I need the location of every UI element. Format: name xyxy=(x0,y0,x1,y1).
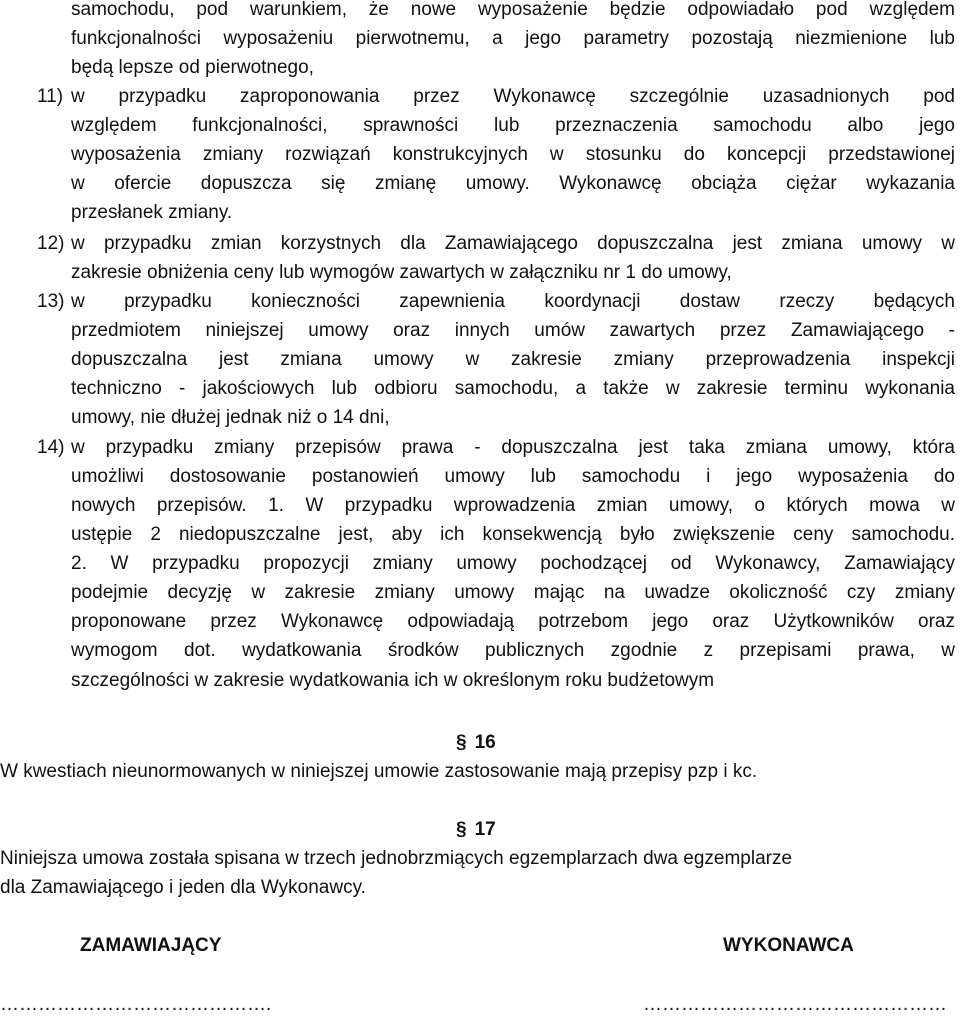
text-line: przesłanek zmiany. xyxy=(71,202,233,223)
text-line: nowych przepisów. 1. W przypadku wprowadzenia zmian umowy, o których mowa w xyxy=(71,495,955,516)
text-line: dopuszczalna jest zmiana umowy w zakresie zmiany przeprowadzenia inspekcji xyxy=(71,349,955,370)
text-line: względem funkcjonalności, sprawności lub przeznaczenia samochodu albo jego xyxy=(71,115,955,136)
text-line: w przypadku zmiany przepisów prawa - dopuszczalna jest taka zmiana umowy, która xyxy=(71,437,955,458)
signature-label-zamawiajacy: ZAMAWIAJĄCY xyxy=(80,935,222,956)
section-text: Niniejsza umowa została spisana w trzech jednobrzmiących egzemplarzach dwa egzemplarze xyxy=(0,848,793,869)
text-line: 2. W przypadku propozycji zmiany umowy pochodzącej od Wykonawcy, Zamawiający xyxy=(71,553,955,574)
list-item-number: 11) xyxy=(37,86,64,107)
text-line: wymogom dot. wydatkowania środków publicznych zgodnie z przepisami prawa, w xyxy=(71,640,955,661)
list-item-number: 13) xyxy=(37,291,65,312)
section-heading xyxy=(456,728,496,757)
section-symbol: § xyxy=(456,732,467,753)
text-line: podejmie decyzję w zakresie zmiany umowy mając na uwadze okoliczność czy zmiany xyxy=(71,582,955,603)
text-line: funkcjonalności wyposażeniu pierwotnemu, a jego parametry pozostają niezmienione lub xyxy=(71,28,955,49)
text-line: proponowane przez Wykonawcę odpowiadają potrzebom jego oraz Użytkowników oraz xyxy=(71,611,955,632)
section-text: W kwestiach nieunormowanych w niniejszej umowie zastosowanie mają przepisy pzp i kc. xyxy=(0,761,758,782)
text-line: w przypadku konieczności zapewnienia koordynacji dostaw rzeczy będących xyxy=(71,291,955,312)
text-line: umożliwi dostosowanie postanowień umowy lub samochodu i jego wyposażenia do xyxy=(71,466,955,487)
text-line: samochodu, pod warunkiem, że nowe wyposażenie będzie odpowiadało pod względem xyxy=(71,0,955,20)
text-line: zakresie obniżenia ceny lub wymogów zawartych w załączniku nr 1 do umowy, xyxy=(71,262,732,283)
signature-label-wykonawca: WYKONAWCA xyxy=(723,935,854,956)
signature-line-right: ………………………………………… xyxy=(643,994,947,1015)
signature-line-left: ……………………………………. xyxy=(0,994,272,1015)
text-line: w ofercie dopuszcza się zmianę umowy. Wykonawcę obciąża ciężar wykazania xyxy=(71,173,955,194)
section-text: dla Zamawiającego i jeden dla Wykonawcy. xyxy=(0,877,366,898)
text-line: szczególności w zakresie wydatkowania ich w określonym roku budżetowym xyxy=(71,670,715,691)
list-item-number: 12) xyxy=(37,233,65,254)
section-number: 16 xyxy=(474,732,496,753)
text-line: umowy, nie dłużej jednak niż o 14 dni, xyxy=(71,407,390,428)
text-line: techniczno - jakościowych lub odbioru samochodu, a także w zakresie terminu wykonania xyxy=(71,378,955,399)
section-heading xyxy=(456,815,496,844)
text-line: w przypadku zaproponowania przez Wykonawcę szczególnie uzasadnionych pod xyxy=(71,86,955,107)
section-symbol: § xyxy=(456,819,467,840)
text-line: będą lepsze od pierwotnego, xyxy=(71,57,314,78)
list-item-number: 14) xyxy=(37,437,65,458)
section-number: 17 xyxy=(474,819,496,840)
text-line: w przypadku zmian korzystnych dla Zamawiającego dopuszczalna jest zmiana umowy w xyxy=(71,233,955,254)
text-line: wyposażenia zmiany rozwiązań konstrukcyjnych w stosunku do koncepcji przedstawionej xyxy=(71,144,955,165)
text-line: przedmiotem niniejszej umowy oraz innych umów zawartych przez Zamawiającego - xyxy=(71,320,955,341)
text-line: ustępie 2 niedopuszczalne jest, aby ich konsekwencją było zwiększenie ceny samochodu. xyxy=(71,524,955,545)
